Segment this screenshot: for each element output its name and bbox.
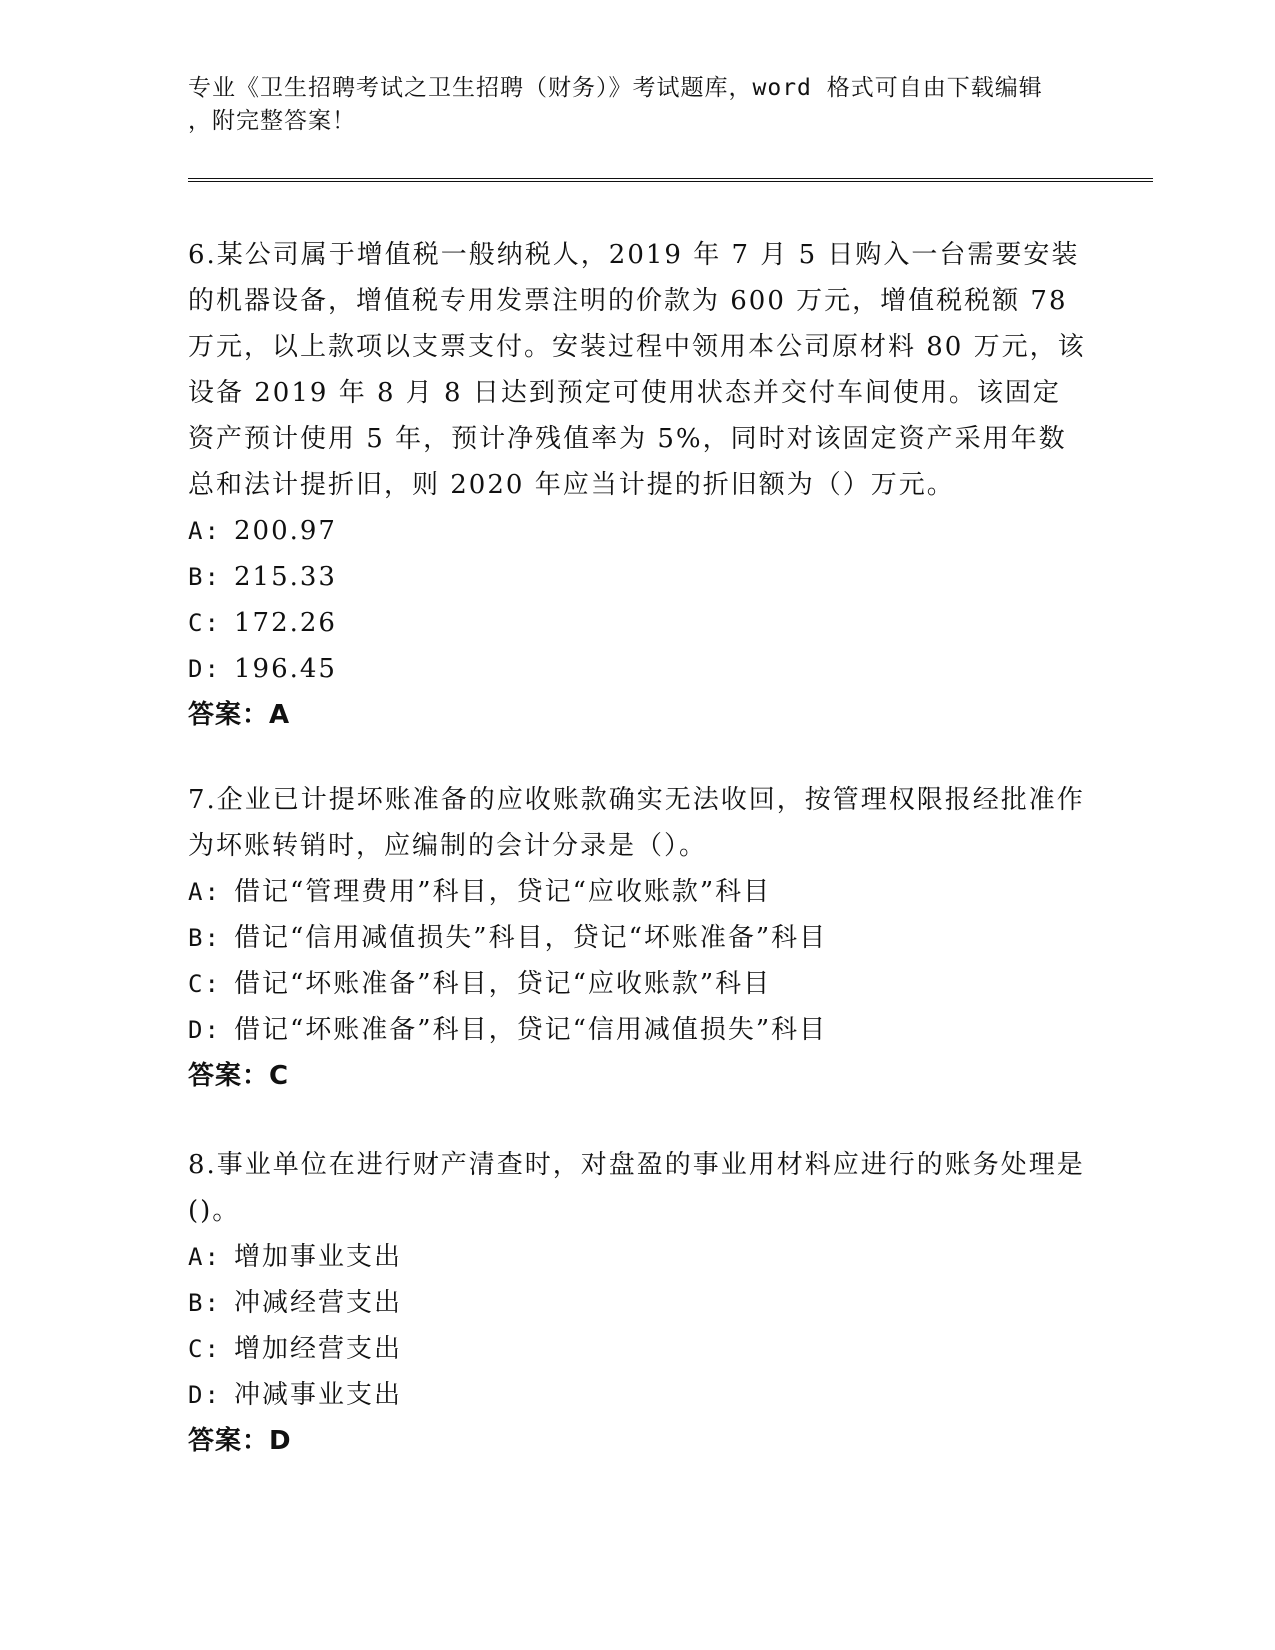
option-text: 172.26 xyxy=(234,608,337,638)
question-7 xyxy=(188,777,1088,1099)
document-header xyxy=(188,72,1088,138)
option-key: C: xyxy=(188,609,221,637)
question-stem: 7.企业已计提坏账准备的应收账款确实无法收回，按管理权限报经批准作为坏账转销时，应编制的会计分录是（）。 xyxy=(188,785,1085,861)
option-text: 借记“管理费用”科目，贷记“应收账款”科目 xyxy=(234,877,772,907)
option-c xyxy=(188,600,1088,646)
option-text: 冲减事业支出 xyxy=(234,1380,403,1410)
option-text: 200.97 xyxy=(234,516,337,546)
question-8 xyxy=(188,1142,1088,1464)
question-stem: 8.事业单位在进行财产清查时，对盘盈的事业用材料应进行的账务处理是()。 xyxy=(188,1150,1085,1226)
header-line-2: ，附完整答案！ xyxy=(188,108,356,134)
option-text: 冲减经营支出 xyxy=(234,1288,403,1318)
option-text: 借记“信用减值损失”科目，贷记“坏账准备”科目 xyxy=(234,923,828,953)
header-divider xyxy=(188,178,1153,182)
option-a xyxy=(188,869,1088,915)
option-key: A: xyxy=(188,1243,221,1271)
option-key: D: xyxy=(188,1381,221,1409)
option-text: 借记“坏账准备”科目，贷记“应收账款”科目 xyxy=(234,969,772,999)
option-c xyxy=(188,961,1088,1007)
header-line-1: 专业《卫生招聘考试之卫生招聘（财务）》考试题库，word 格式可自由下载编辑 xyxy=(188,75,1043,101)
option-text: 215.33 xyxy=(234,562,337,592)
option-text: 增加事业支出 xyxy=(234,1242,403,1272)
option-d xyxy=(188,646,1088,692)
question-6 xyxy=(188,232,1088,738)
option-d xyxy=(188,1372,1088,1418)
option-text: 196.45 xyxy=(234,654,337,684)
option-key: B: xyxy=(188,924,221,952)
option-a xyxy=(188,1234,1088,1280)
option-key: C: xyxy=(188,1335,221,1363)
option-a xyxy=(188,508,1088,554)
option-key: D: xyxy=(188,655,221,683)
option-text: 借记“坏账准备”科目，贷记“信用减值损失”科目 xyxy=(234,1015,828,1045)
question-stem: 6.某公司属于增值税一般纳税人，2019 年 7 月 5 日购入一台需要安装的机器设备，增值税专用发票注明的价款为 600 万元，增值税税额 78 万元，以上款项以支票支付。安装过程中领用本公司原材料 80 万元，该设备 2019 年 8 月 8 日达到预定可使用状态并交付车间使用。该固定资产预计使用 5 年，预计净残值率为 5%，同时对该固定资产采用年数总和法计提折旧，则 2020 年应当计提的折旧额为（）万元。 xyxy=(188,240,1086,500)
answer-line: 答案：C xyxy=(188,1061,290,1091)
option-key: B: xyxy=(188,563,221,591)
option-b xyxy=(188,915,1088,961)
option-key: A: xyxy=(188,878,221,906)
option-key: D: xyxy=(188,1016,221,1044)
option-key: C: xyxy=(188,970,221,998)
option-c xyxy=(188,1326,1088,1372)
answer-line: 答案：A xyxy=(188,700,291,730)
option-key: B: xyxy=(188,1289,221,1317)
answer-line: 答案：D xyxy=(188,1426,292,1456)
option-text: 增加经营支出 xyxy=(234,1334,403,1364)
option-b xyxy=(188,1280,1088,1326)
option-key: A: xyxy=(188,517,221,545)
option-b xyxy=(188,554,1088,600)
option-d xyxy=(188,1007,1088,1053)
